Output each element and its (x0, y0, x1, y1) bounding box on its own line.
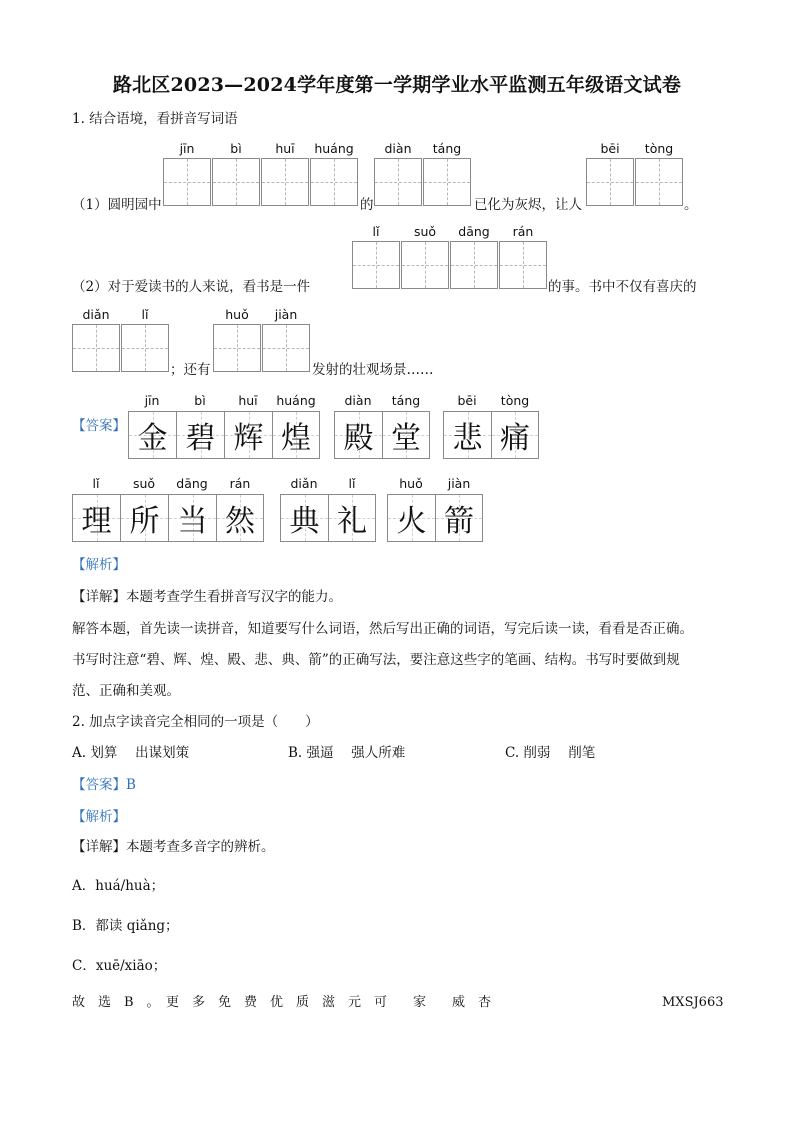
answer-char: 火 (396, 504, 427, 539)
pinyin-label: diàn (384, 141, 412, 156)
pinyin-label: huǒ (225, 307, 249, 322)
answer-char: 箭 (444, 504, 474, 539)
q2-analysis-label: 【解析】 (72, 809, 126, 825)
q2-option-c: C. 削弱 削笔 (505, 745, 596, 761)
answer-pinyin: huáng (276, 393, 316, 408)
pinyin-label: jīn (179, 141, 195, 156)
answer-pinyin: huī (238, 393, 258, 408)
answer-char: 痛 (500, 421, 530, 456)
q1-para3: 范、正确和美观。 (72, 683, 180, 699)
q1-line1-prefix: （1）圆明园中 (72, 197, 162, 213)
writing-box (212, 158, 260, 206)
answer-char: 理 (81, 504, 112, 539)
q1-line2-suffix: 的事。书中不仅有喜庆的 (548, 279, 697, 295)
answer-char-box (334, 411, 382, 459)
answer-pinyin: diàn (344, 393, 372, 408)
pinyin-label: huáng (314, 141, 354, 156)
q1-detail: 【详解】本题考查学生看拼音写汉字的能力。 (72, 589, 342, 605)
answer-char-box (168, 494, 216, 542)
pinyin-label: bēi (600, 141, 620, 156)
answer-char-box (224, 411, 272, 459)
pinyin-label: suǒ (413, 224, 437, 239)
q1-line1-mid2: 已化为灰烬，让人 (474, 197, 582, 213)
answer-char: 辉 (233, 421, 264, 456)
q2-explain-b: B．都读 qiǎng； (72, 918, 179, 934)
q2-detail: 【详解】本题考查多音字的辨析。 (72, 839, 275, 855)
answer-char: 悲 (452, 421, 483, 456)
answer-char-box (382, 411, 430, 459)
q2-option-a: A. 划算 出谋划策 (72, 745, 190, 761)
answer-char-box (491, 411, 539, 459)
writing-box (401, 241, 449, 289)
q1-line3-suffix: 发射的壮观场景…… (312, 362, 434, 378)
pinyin-label: dāng (458, 224, 490, 239)
q2-explain-c: C．xuē/xiāo； (72, 958, 167, 974)
pinyin-label: lǐ (372, 224, 380, 239)
writing-box (352, 241, 400, 289)
writing-box (423, 158, 471, 206)
pinyin-label: táng (432, 141, 462, 156)
answer-char-box (128, 411, 176, 459)
answer-char: 然 (225, 504, 255, 539)
answer-char: 典 (289, 504, 320, 539)
writing-box (72, 324, 120, 372)
writing-box (121, 324, 169, 372)
pinyin-label: bì (230, 141, 242, 156)
page-title: 路北区2023—2024学年度第一学期学业水平监测五年级语文试卷 (112, 74, 682, 96)
pinyin-label: rán (512, 224, 534, 239)
answer-char-box (176, 411, 224, 459)
answer-char: 礼 (337, 504, 367, 539)
answer-char: 碧 (185, 421, 216, 456)
q1-answer-label: 【答案】 (72, 418, 126, 434)
q1-line2-prefix: （2）对于爱读书的人来说，看书是一件 (72, 279, 311, 295)
answer-char-box (280, 494, 328, 542)
answer-pinyin: lǐ (92, 476, 100, 491)
answer-char-box (387, 494, 435, 542)
q1-para1: 解答本题，首先读一读拼音，知道要写什么词语，然后写出正确的词语，写完后读一读，看看是否正确。 (72, 621, 693, 637)
answer-pinyin: diǎn (290, 476, 318, 491)
writing-box (499, 241, 547, 289)
answer-pinyin: bì (194, 393, 206, 408)
answer-char: 金 (137, 421, 168, 456)
q2-explain-a: A．huá/huà； (72, 878, 165, 894)
answer-char-box (216, 494, 264, 542)
pinyin-label: tòng (644, 141, 674, 156)
writing-box (635, 158, 683, 206)
writing-box (450, 241, 498, 289)
q2-answer: 【答案】B (72, 777, 136, 793)
pinyin-label: jiàn (274, 307, 298, 322)
q1-line3-mid: ；还有 (170, 362, 211, 378)
writing-box (213, 324, 261, 372)
writing-box (163, 158, 211, 206)
answer-pinyin: suǒ (132, 476, 156, 491)
writing-box (262, 324, 310, 372)
answer-pinyin: dāng (176, 476, 208, 491)
answer-pinyin: táng (391, 393, 421, 408)
answer-char: 堂 (391, 421, 421, 456)
answer-pinyin: lǐ (348, 476, 356, 491)
answer-char-box (435, 494, 483, 542)
writing-box (310, 158, 358, 206)
q2-footer: 故 选 B 。 更 多 免 费 优 质 滋 元 可 家 威 杏 (72, 995, 492, 1010)
answer-char-box (120, 494, 168, 542)
answer-char: 煌 (281, 421, 311, 456)
q2-option-b: B. 强逼 强人所难 (288, 745, 406, 761)
footer-code: MXSJ663 (662, 995, 724, 1010)
answer-pinyin: rán (229, 476, 251, 491)
q1-line1-end: 。 (684, 197, 698, 213)
q1-line1-mid: 的 (360, 197, 374, 213)
q2-stem: 2. 加点字读音完全相同的一项是（ ） (72, 714, 319, 730)
pinyin-label: diǎn (82, 307, 110, 322)
answer-char-box (72, 494, 120, 542)
answer-char: 当 (177, 504, 208, 539)
answer-pinyin: jiàn (447, 476, 471, 491)
answer-pinyin: bēi (457, 393, 477, 408)
answer-pinyin: jīn (144, 393, 160, 408)
answer-char-box (328, 494, 376, 542)
writing-box (261, 158, 309, 206)
answer-char-box (272, 411, 320, 459)
pinyin-label: huī (275, 141, 295, 156)
q1-para2: 书写时注意“碧、辉、煌、殿、悲、典、箭”的正确写法，要注意这些字的笔画、结构。书写时要做到规 (72, 652, 680, 668)
pinyin-label: lǐ (141, 307, 149, 322)
answer-pinyin: tòng (500, 393, 530, 408)
writing-box (374, 158, 422, 206)
q1-stem: 1. 结合语境，看拼音写词语 (72, 111, 238, 127)
answer-pinyin: huǒ (399, 476, 423, 491)
q1-analysis-label: 【解析】 (72, 557, 126, 573)
answer-char-box (443, 411, 491, 459)
answer-char: 所 (129, 504, 160, 539)
writing-box (586, 158, 634, 206)
answer-char: 殿 (343, 421, 374, 456)
